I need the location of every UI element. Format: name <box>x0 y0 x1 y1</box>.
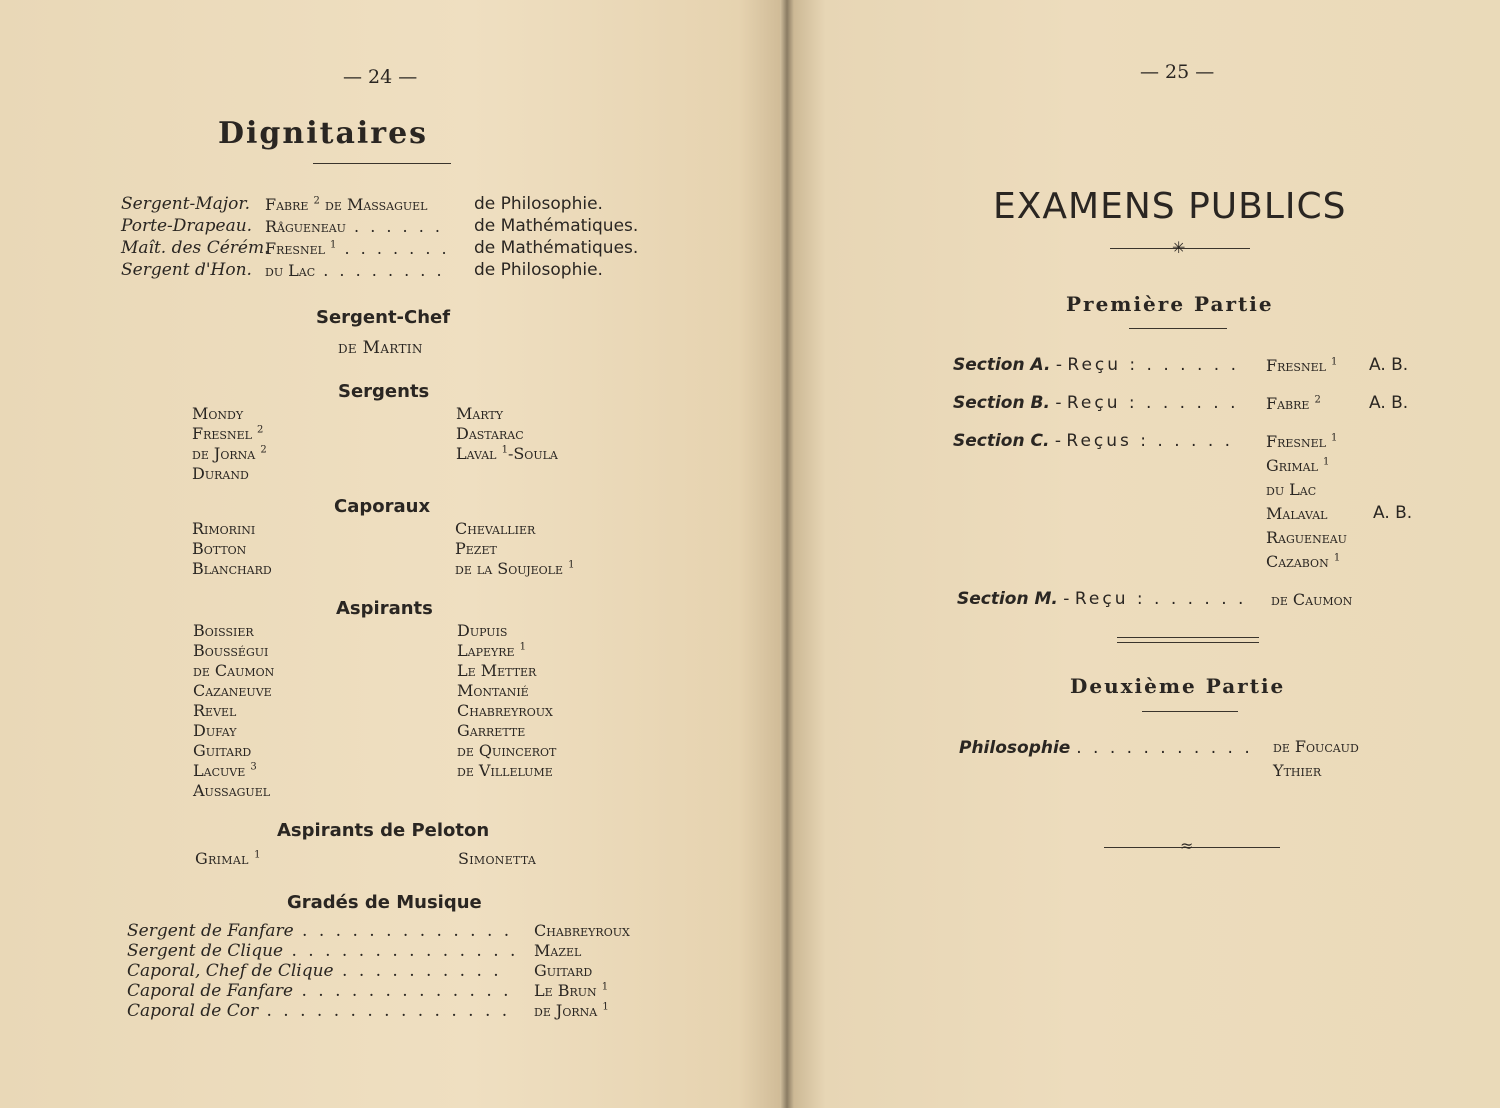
aspirant-name-sup: 3 <box>250 761 257 773</box>
musique-dots: . . . . . . . . . . . . . . <box>283 941 519 961</box>
dignitary-role: Sergent d'Hon. <box>121 260 252 280</box>
dignitary-role: Sergent-Major. <box>121 194 251 214</box>
aspirant-name-text: Guitard <box>193 741 252 760</box>
section-label-text: Section M. <box>957 589 1058 609</box>
aspirants-col2 <box>457 621 556 781</box>
aspirant-name <box>193 641 274 661</box>
examens-title: EXAMENS PUBLICS <box>993 186 1347 227</box>
sergent-name-sup: 1 <box>501 444 508 456</box>
aspirant-name <box>457 741 556 761</box>
musique-dots: . . . . . . . . . . <box>333 961 502 981</box>
philosophie-name: de Foucaud <box>1273 737 1359 756</box>
section-mention: A. B. <box>1369 393 1409 413</box>
dignitary-name-text: Fresnel <box>265 239 325 258</box>
aspirant-name-text: Lacuve <box>193 761 246 780</box>
section-dash: - <box>1063 589 1070 609</box>
musique-role: Sergent de Clique <box>127 941 284 961</box>
sergent-name-text: de Jorna <box>192 444 256 463</box>
dignitary-subject: de Mathématiques. <box>474 216 639 236</box>
sergents-col2 <box>456 404 558 464</box>
section-name <box>1266 480 1316 499</box>
sergent-chef-heading: Sergent-Chef <box>316 307 451 328</box>
section-mention: A. B. <box>1373 503 1413 523</box>
deuxieme-partie-rule <box>1142 711 1238 712</box>
section-name-text: Malaval <box>1266 504 1328 523</box>
dignitary-name-text: Fabre <box>265 195 309 214</box>
aspirant-name <box>457 761 556 781</box>
section-name-sup: 2 <box>1314 394 1321 406</box>
aspirants-heading: Aspirants <box>336 598 433 619</box>
section-label <box>953 393 1238 413</box>
dignitary-dots: . . . . . . <box>345 217 443 236</box>
musique-name-text: Mazel <box>534 941 582 960</box>
sergent-chef-name: de Martin <box>338 338 423 358</box>
premiere-partie-rule <box>1129 328 1227 329</box>
caporaux-col1 <box>192 519 272 579</box>
sergent-name-text: Fresnel <box>192 424 252 443</box>
aspirant-name <box>193 721 274 741</box>
caporal-name <box>192 519 272 539</box>
aspirant-name <box>457 701 556 721</box>
sergent-name <box>456 444 558 464</box>
dignitary-name <box>265 261 445 280</box>
page-number-right: — 25 — <box>1140 61 1215 83</box>
aspirant-name-text: Montanié <box>457 681 529 700</box>
sergent-name-sup: 2 <box>260 444 267 456</box>
section-name <box>1266 356 1337 375</box>
sergent-name-text: Marty <box>456 404 504 423</box>
peloton-right: Simonetta <box>458 849 537 868</box>
musique-name <box>534 961 592 981</box>
aspirant-name-text: Cazaneuve <box>193 681 272 700</box>
section-label <box>957 589 1246 609</box>
aspirant-name <box>193 741 274 761</box>
caporal-name-text: Rimorini <box>192 519 256 538</box>
caporal-name <box>192 539 272 559</box>
sergent-name-text: Mondy <box>192 404 244 423</box>
section-name-text: Cazabon <box>1266 552 1329 571</box>
musique-name <box>534 981 608 1001</box>
musique-dots: . . . . . . . . . . . . . . . <box>258 1001 511 1021</box>
section-name-sup: 1 <box>1331 356 1338 368</box>
section-label-text: Section B. <box>953 393 1050 413</box>
musique-row <box>127 921 667 941</box>
aspirant-name <box>193 621 274 641</box>
sergent-name <box>192 424 267 444</box>
peloton-left-name: Grimal <box>195 849 249 868</box>
caporal-name-text: de la Soujeole <box>455 559 564 578</box>
sergent-name <box>456 424 558 444</box>
section-dash: - <box>1055 355 1062 375</box>
philosophie-text: Philosophie <box>959 738 1071 758</box>
musique-role: Caporal de Cor <box>127 1001 259 1021</box>
caporal-name-text: Chevallier <box>455 519 536 538</box>
musique-role: Caporal, Chef de Clique <box>127 961 334 981</box>
section-dash: - <box>1054 431 1061 451</box>
dignitary-sup: 2 <box>313 195 320 207</box>
musique-name-text: Chabreyroux <box>534 921 630 940</box>
right-page <box>790 0 1500 1108</box>
musique-name-sup: 1 <box>601 981 609 993</box>
section-label <box>953 355 1239 375</box>
section-dash: - <box>1055 393 1062 413</box>
page-number-left: — 24 — <box>343 66 418 88</box>
dignitaires-title: Dignitaires <box>218 116 429 151</box>
sergent-name <box>192 444 267 464</box>
caporaux-col2 <box>455 519 574 579</box>
musique-name-text: Le Brun <box>534 981 597 1000</box>
aspirant-name-text: Boissier <box>193 621 254 640</box>
caporal-name <box>455 519 574 539</box>
caporaux-heading: Caporaux <box>334 496 431 517</box>
book-gutter <box>780 0 794 1108</box>
section-name-text: du Lac <box>1266 480 1317 499</box>
aspirant-name <box>457 721 556 741</box>
aspirant-name <box>193 761 274 781</box>
caporal-name-text: Pezet <box>455 539 497 558</box>
section-name-sup: 1 <box>1331 432 1338 444</box>
musique-row <box>127 981 667 1001</box>
peloton-left-sup: 1 <box>254 849 261 861</box>
double-rule-bottom <box>1117 642 1259 643</box>
aspirant-name-text: Aussaguel <box>193 781 271 800</box>
section-label <box>953 431 1233 451</box>
section-name <box>1266 456 1329 475</box>
section-name-sup: 1 <box>1323 456 1330 468</box>
section-name-text: de Caumon <box>1271 590 1353 609</box>
aspirant-name-text: Garrette <box>457 721 526 740</box>
end-ornament-icon: ≈ <box>1180 836 1194 855</box>
section-status: Reçu : . . . . . . <box>1074 589 1247 609</box>
aspirant-name-text: Lapeyre <box>457 641 515 660</box>
section-name <box>1266 552 1340 571</box>
section-name <box>1266 394 1321 413</box>
section-name-text: Fabre <box>1266 394 1310 413</box>
dignitary-name <box>265 195 427 214</box>
musique-role: Caporal de Fanfare <box>127 981 294 1001</box>
musique-dots: . . . . . . . . . . . . . <box>293 921 513 941</box>
section-name <box>1271 590 1352 609</box>
section-name <box>1266 432 1337 451</box>
musique-list <box>127 921 667 1021</box>
dignitary-name-text: du Lac <box>265 261 316 280</box>
dignitary-name-text: Rågueneau <box>265 217 346 236</box>
musique-name-sup: 1 <box>602 1001 609 1013</box>
sergents-heading: Sergents <box>338 381 430 402</box>
dignitary-name <box>265 239 450 258</box>
sergent-name-text2: -Soula <box>507 444 558 463</box>
aspirant-name <box>193 701 274 721</box>
section-name <box>1266 528 1347 547</box>
philosophie-name: Ythier <box>1273 761 1322 780</box>
dignitary-dots: . . . . . . . . <box>315 261 445 280</box>
aspirant-name-text: Bousségui <box>193 641 269 660</box>
musique-dots: . . . . . . . . . . . . . <box>293 981 512 1001</box>
caporal-name-text: Blanchard <box>192 559 272 578</box>
section-name <box>1266 504 1327 523</box>
dignitary-subject: de Philosophie. <box>474 260 603 280</box>
dignitary-name-text2: de Massaguel <box>319 195 428 214</box>
dignitary-subject: de Philosophie. <box>474 194 603 214</box>
musique-heading: Gradés de Musique <box>287 892 482 913</box>
aspirant-name-sup: 1 <box>519 641 527 653</box>
musique-name <box>534 921 630 941</box>
section-name-sup: 1 <box>1333 552 1341 564</box>
musique-row <box>127 1001 667 1021</box>
aspirant-name-text: Dufay <box>193 721 237 740</box>
section-mention: A. B. <box>1369 355 1409 375</box>
aspirants-col1 <box>193 621 274 801</box>
musique-role: Sergent de Fanfare <box>127 921 294 941</box>
section-status: Reçus : . . . . . <box>1066 431 1234 451</box>
aspirant-name <box>193 681 274 701</box>
dignitary-subject: de Mathématiques. <box>474 238 639 258</box>
aspirant-name-text: Le Metter <box>457 661 537 680</box>
musique-name <box>534 941 581 961</box>
aspirant-name-text: de Quincerot <box>457 741 557 760</box>
musique-row <box>127 961 667 981</box>
dignitary-role: Porte-Drapeau. <box>121 216 253 236</box>
sergent-name-text: Laval <box>456 444 497 463</box>
aspirant-name <box>457 641 556 661</box>
sergent-name-text: Durand <box>192 464 249 483</box>
musique-name-text: Guitard <box>534 961 593 980</box>
sergent-name-sup: 2 <box>257 424 264 436</box>
caporal-name <box>455 559 574 579</box>
aspirant-name-text: Dupuis <box>457 621 508 640</box>
sergents-col1 <box>192 404 267 484</box>
peloton-heading: Aspirants de Peloton <box>277 820 490 841</box>
aspirant-name-text: de Villelume <box>457 761 553 780</box>
section-name-text: Grimal <box>1266 456 1318 475</box>
aspirant-name-text: Revel <box>193 701 237 720</box>
musique-name-text: de Jorna <box>534 1001 598 1020</box>
dignitary-role: Maît. des Cérém. <box>121 238 270 258</box>
aspirant-name <box>193 781 274 801</box>
section-name-text: Fresnel <box>1266 432 1326 451</box>
deuxieme-partie-heading: Deuxième Partie <box>1070 674 1286 698</box>
premiere-partie-heading: Première Partie <box>1066 292 1274 316</box>
sergent-name <box>192 404 267 424</box>
caporal-name-sup: 1 <box>568 559 575 571</box>
title-rule <box>313 163 451 164</box>
peloton-left <box>195 849 261 868</box>
caporal-name <box>455 539 574 559</box>
section-name-text: Ragueneau <box>1266 528 1347 547</box>
section-name-text: Fresnel <box>1266 356 1326 375</box>
dignitary-sup: 1 <box>330 239 337 251</box>
asterisk-ornament-icon: ✳ <box>1172 238 1186 257</box>
aspirant-name-text: Chabreyroux <box>457 701 553 720</box>
section-status: Reçu : . . . . . . <box>1066 393 1239 413</box>
aspirant-name <box>457 681 556 701</box>
aspirant-name <box>457 621 556 641</box>
sergent-name-text: Dastarac <box>456 424 524 443</box>
aspirant-name <box>457 661 556 681</box>
musique-row <box>127 941 667 961</box>
sergent-name <box>192 464 267 484</box>
caporal-name <box>192 559 272 579</box>
philosophie-label <box>959 738 1253 758</box>
section-status: Reçu : . . . . . . <box>1067 355 1239 375</box>
musique-name <box>534 1001 609 1021</box>
double-rule-top <box>1117 637 1259 638</box>
sergent-name <box>456 404 558 424</box>
philosophie-names <box>1273 735 1359 783</box>
aspirant-name <box>193 661 274 681</box>
dignitary-dots: . . . . . . . <box>336 239 450 258</box>
caporal-name-text: Botton <box>192 539 247 558</box>
dignitary-name <box>265 217 443 236</box>
section-label-text: Section A. <box>953 355 1051 375</box>
section-label-text: Section C. <box>953 431 1050 451</box>
philosophie-dots: . . . . . . . . . . . <box>1076 738 1253 758</box>
aspirant-name-text: de Caumon <box>193 661 275 680</box>
